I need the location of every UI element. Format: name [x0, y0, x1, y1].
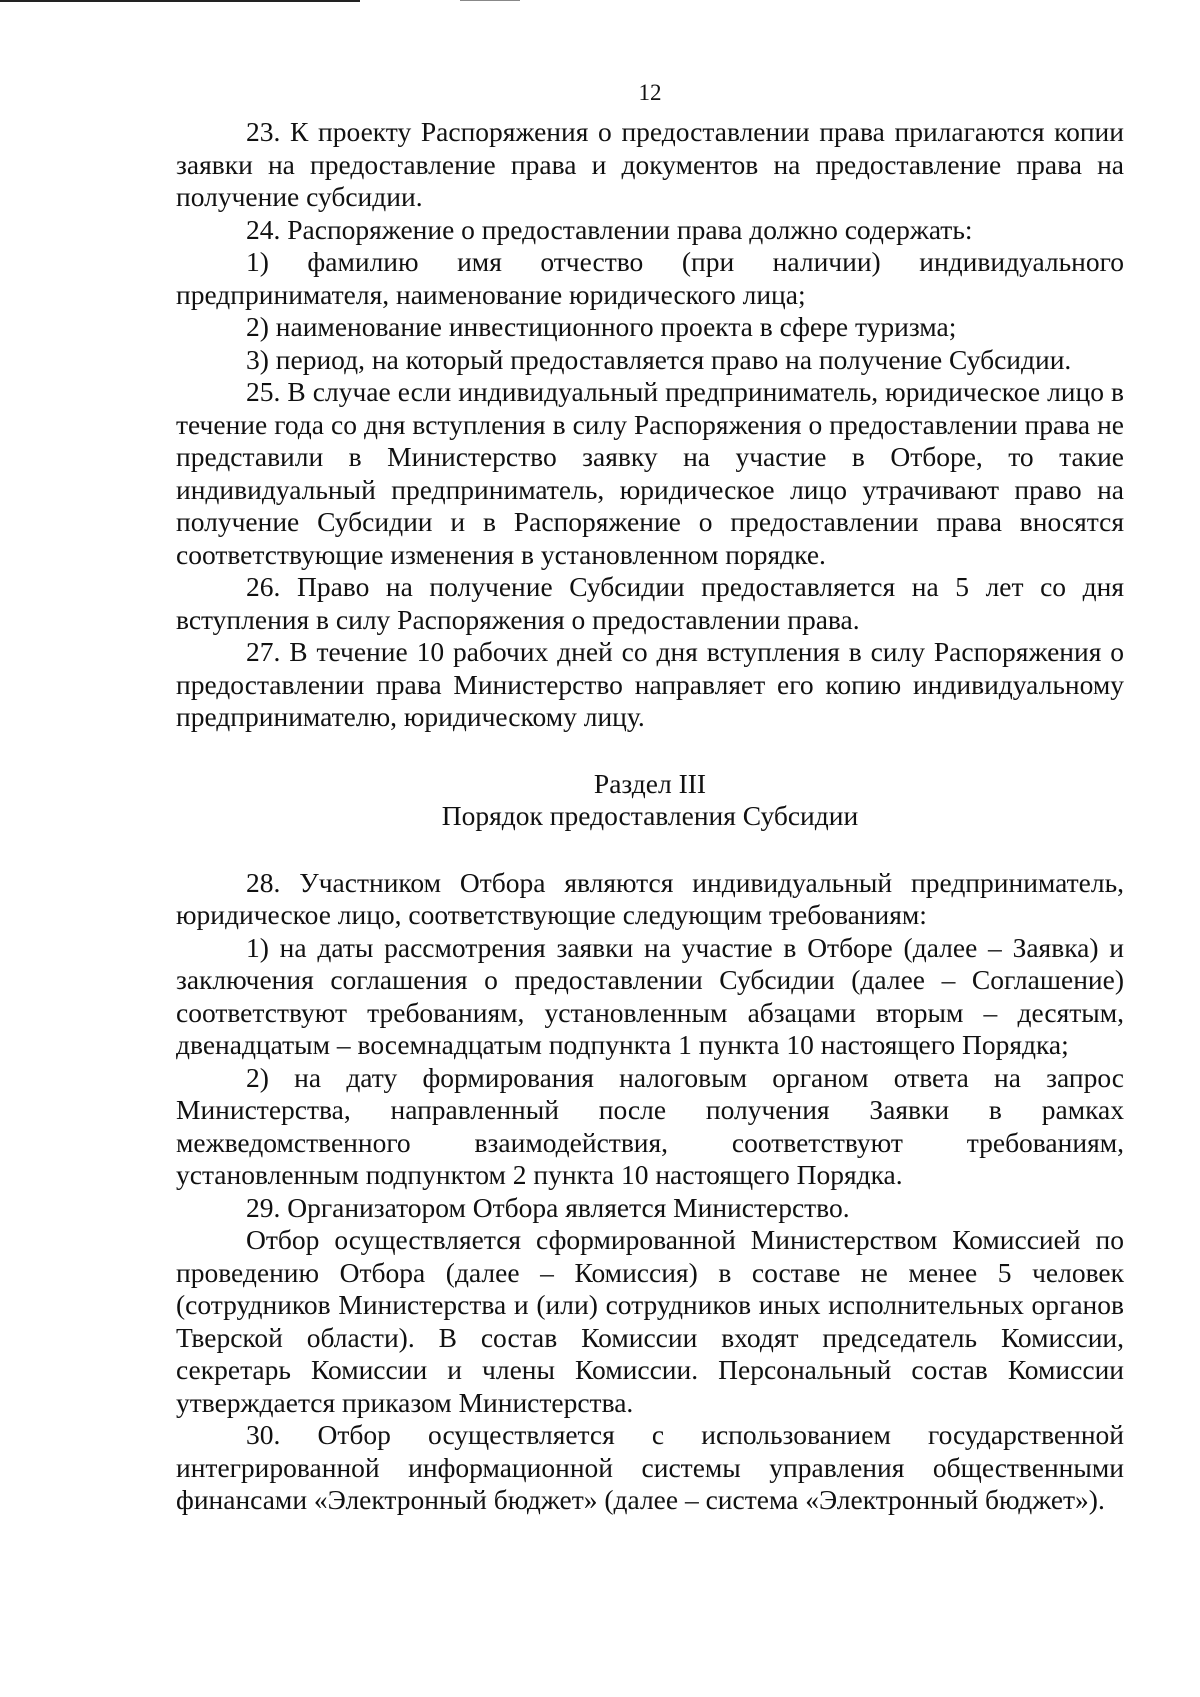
top-edge-mark: [460, 0, 520, 1]
paragraph-27: 27. В течение 10 рабочих дней со дня вступления в силу Распоряжения о предоставлении права Министерство направляет его копию индивидуальному предпринимателю, юридическому лицу.: [176, 636, 1124, 732]
paragraph-29-commission: Отбор осуществляется сформированной Министерством Комиссией по проведению Отбора (далее – Комиссия) в составе не менее 5 человек (сотрудников Министерства и (или) сотрудников иных исполнительных органов Тверской области). В состав Комиссии входят председатель Комиссии, секретарь Комиссии и члены Комиссии. Персональный состав Комиссии утверждается приказом Министерства.: [176, 1224, 1124, 1418]
paragraph-28-item-1: 1) на даты рассмотрения заявки на участие в Отборе (далее – Заявка) и заключения соглашения о предоставлении Субсидии (далее – Соглашение) соответствуют требованиям, установленным абзацами вторым – десятым, двенадцатым – восемнадцатым подпункта 1 пункта 10 настоящего Порядка;: [176, 931, 1124, 1060]
paragraph-30: 30. Отбор осуществляется с использованием государственной интегрированной информационной системы управления общественными финансами «Электронный бюджет» (далее – система «Электронный бюджет»).: [176, 1419, 1124, 1515]
section-number: Раздел III: [593, 767, 707, 799]
paragraph-29: 29. Организатором Отбора является Министерство.: [246, 1191, 850, 1223]
paragraph-24-item-1: 1) фамилию имя отчество (при наличии) индивидуального предпринимателя, наименование юридического лица;: [176, 246, 1124, 310]
paragraph-25: 25. В случае если индивидуальный предприниматель, юридическое лицо в течение года со дня вступления в силу Распоряжения о предоставлении права не представили в Министерство заявку на участие в Отборе, то такие индивидуальный предприниматель, юридическое лицо утрачивают право на получение Субсидии и в Распоряжение о предоставлении права вносятся соответствующие изменения в установленном порядке.: [176, 376, 1124, 570]
paragraph-26: 26. Право на получение Субсидии предоставляется на 5 лет со дня вступления в силу Распоряжения о предоставлении права.: [176, 571, 1124, 635]
paragraph-23: 23. К проекту Распоряжения о предоставлении права прилагаются копии заявки на предоставление права и документов на предоставление права на получение субсидии.: [176, 116, 1124, 212]
paragraph-24-item-2: 2) наименование инвестиционного проекта в сфере туризма;: [246, 311, 957, 342]
document-body: [176, 116, 1124, 1517]
paragraph-28: 28. Участником Отбора являются индивидуальный предприниматель, юридическое лицо, соответствующие следующим требованиям:: [176, 866, 1124, 930]
page-number: 12: [638, 80, 662, 105]
section-title: Порядок предоставления Субсидии: [441, 800, 859, 831]
section-header: [176, 768, 1124, 833]
paragraph-28-item-2: 2) на дату формирования налоговым органом ответа на запрос Министерства, направленный после получения Заявки в рамках межведомственного взаимодействия, соответствуют требованиям, установленным подпунктом 2 пункта 10 настоящего Порядка.: [176, 1061, 1124, 1190]
paragraph-24: 24. Распоряжение о предоставлении права должно содержать:: [246, 213, 973, 245]
top-edge-rule: [0, 0, 360, 2]
paragraph-24-item-3: 3) период, на который предоставляется право на получение Субсидии.: [246, 343, 1072, 375]
